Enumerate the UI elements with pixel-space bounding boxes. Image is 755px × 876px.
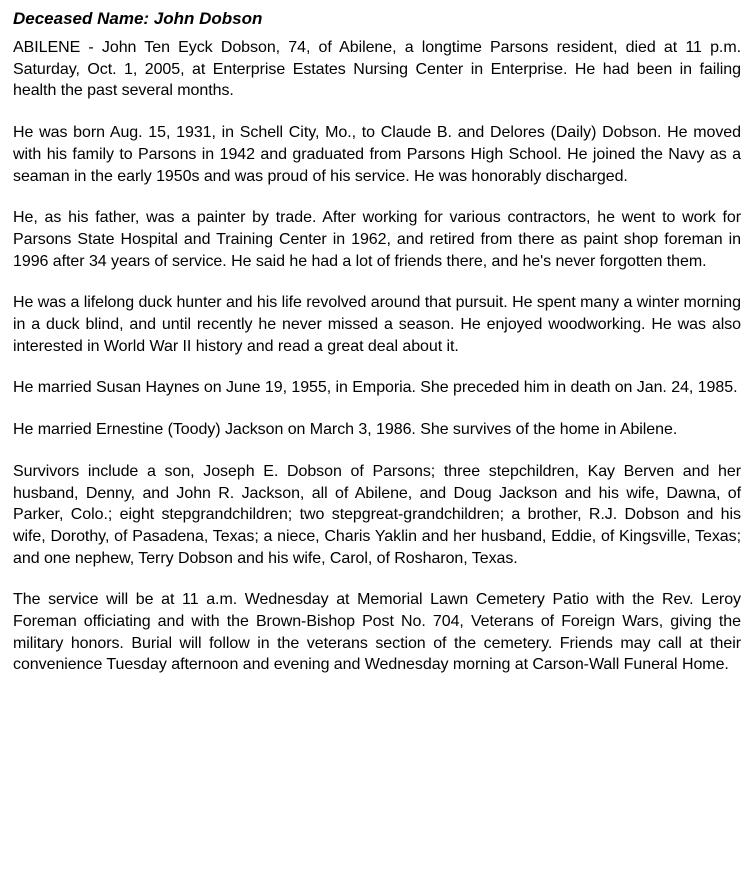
paragraph-death-notice: ABILENE - John Ten Eyck Dobson, 74, of Abilene, a longtime Parsons resident, died at 11 p.m. Saturday, Oct. 1, 2005, at Enterprise Estates Nursing Center in Enterprise. He had been in failing health the past several months. <box>13 39 741 100</box>
deceased-name-heading: Deceased Name: John Dobson <box>13 9 263 28</box>
paragraph-service: The service will be at 11 a.m. Wednesday at Memorial Lawn Cemetery Patio with the Rev. Leroy Foreman officiating and with the Brown-Bishop Post No. 704, Veterans of Foreign Wars, giving the military honors. Burial will follow in the veterans section of the cemetery. Friends may call at their convenience Tuesday afternoon and evening and Wednesday morning at Carson-Wall Funeral Home. <box>13 591 741 674</box>
paragraph-first-marriage: He married Susan Haynes on June 19, 1955, in Emporia. She preceded him in death on Jan. 24, 1985. <box>13 379 738 397</box>
paragraph-second-marriage: He married Ernestine (Toody) Jackson on March 3, 1986. She survives of the home in Abilene. <box>13 421 678 439</box>
paragraph-early-life: He was born Aug. 15, 1931, in Schell City, Mo., to Claude B. and Delores (Daily) Dobson. He moved with his family to Parsons in 1942 and graduated from Parsons High School. He joined the Navy as a seaman in the early 1950s and was proud of his service. He was honorably discharged. <box>13 124 741 185</box>
paragraph-career: He, as his father, was a painter by trade. After working for various contractors, he went to work for Parsons State Hospital and Training Center in 1962, and retired from there as paint shop foreman in 1996 after 34 years of service. He said he had a lot of friends there, and he's never forgotten them. <box>13 209 741 270</box>
paragraph-survivors: Survivors include a son, Joseph E. Dobson of Parsons; three stepchildren, Kay Berven and her husband, Denny, and John R. Jackson, all of Abilene, and Doug Jackson and his wife, Dawna, of Parker, Colo.; eight stepgrandchildren; two stepgreat-grandchildren; a brother, R.J. Dobson and his wife, Dorothy, of Pasadena, Texas; a niece, Charis Yaklin and her husband, Eddie, of Kingsville, Texas; and one nephew, Terry Dobson and his wife, Carol, of Rosharon, Texas. <box>13 462 741 567</box>
paragraph-hobbies: He was a lifelong duck hunter and his life revolved around that pursuit. He spent many a winter morning in a duck blind, and until recently he never missed a season. He enjoyed woodworking. He was also interested in World War II history and read a great deal about it. <box>13 294 741 355</box>
